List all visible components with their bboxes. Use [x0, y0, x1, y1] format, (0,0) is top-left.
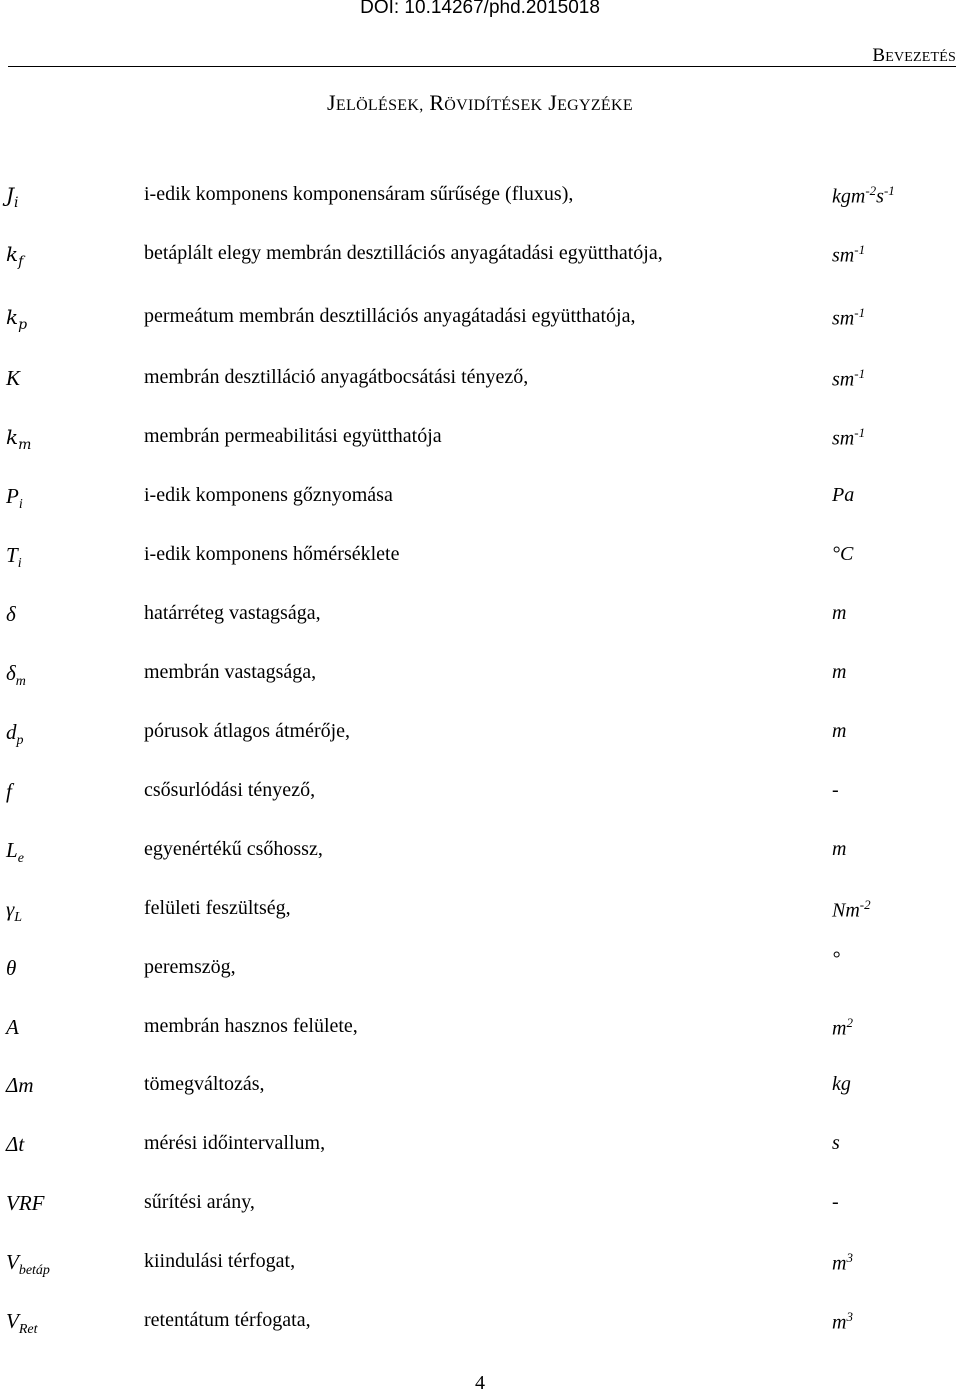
symbol: $J_i$ [6, 183, 19, 211]
description: pórusok átlagos átmérője, [144, 720, 351, 742]
symbol: K [6, 366, 21, 390]
symbol: $L_e$ [6, 838, 24, 867]
notation-row [0, 1309, 960, 1349]
notation-row [0, 602, 960, 642]
description: felületi feszültség, [144, 897, 291, 919]
doi-header: DOI: 10.14267/phd.2015018 [360, 0, 600, 18]
symbol: $V_{Ret}$ [6, 1309, 38, 1338]
unit: ° [832, 948, 840, 970]
description: csősurlódási tényező, [144, 779, 316, 801]
description: betáplált elegy membrán desztillációs anyagátadási együtthatója, [144, 242, 663, 264]
symbol: A [6, 1015, 19, 1039]
symbol: $\gamma_L$ [6, 897, 23, 926]
symbol: $T_i$ [6, 543, 22, 572]
description: sűrítési arány, [144, 1191, 255, 1213]
symbol: f [6, 779, 12, 803]
description: permeátum membrán desztillációs anyagátadási együtthatója, [144, 305, 636, 327]
description: membrán permeabilitási együtthatója [144, 425, 442, 447]
notation-row [0, 779, 960, 819]
description: membrán hasznos felülete, [144, 1015, 358, 1037]
symbol: Δm [6, 1073, 34, 1097]
notation-row [0, 1015, 960, 1055]
unit: s [832, 1132, 840, 1154]
unit: kg [832, 1073, 851, 1095]
symbol: VRF [6, 1191, 45, 1215]
unit: - [832, 1191, 839, 1213]
notation-row [0, 425, 960, 465]
description: membrán desztilláció anyagátbocsátási tényező, [144, 366, 529, 388]
symbol: $k_p$ [6, 305, 28, 333]
symbol: δ [6, 602, 16, 626]
unit: $sm^{-1}$ [832, 242, 866, 267]
notation-row [0, 484, 960, 524]
unit: $m^2$ [832, 1015, 853, 1040]
notation-row [0, 897, 960, 937]
description: i-edik komponens hőmérséklete [144, 543, 400, 565]
description: határréteg vastagsága, [144, 602, 321, 624]
symbol: Δt [6, 1132, 25, 1156]
notation-row [0, 366, 960, 406]
symbol: $d_p$ [6, 720, 24, 749]
unit: $sm^{-1}$ [832, 366, 866, 391]
notation-row [0, 720, 960, 760]
description: i-edik komponens komponensáram sűrűsége (fluxus), [144, 183, 574, 205]
unit: $m^3$ [832, 1250, 853, 1275]
symbol: θ [6, 956, 17, 980]
page-number: 4 [475, 1372, 485, 1394]
description: retentátum térfogata, [144, 1309, 311, 1331]
notation-row [0, 948, 960, 996]
notation-row [0, 305, 960, 345]
unit: m [832, 720, 847, 742]
description: tömegváltozás, [144, 1073, 265, 1095]
symbol: $k_m$ [6, 425, 32, 453]
notation-row [0, 838, 960, 878]
section-header: BEVEZETÉS [872, 45, 956, 66]
symbol: $V_{betáp}$ [6, 1250, 50, 1279]
unit: $sm^{-1}$ [832, 305, 866, 330]
description: membrán vastagsága, [144, 661, 317, 683]
unit: $Nm^{-2}$ [832, 897, 871, 922]
notation-row [0, 1132, 960, 1172]
symbol: $P_i$ [6, 484, 23, 513]
unit: m [832, 661, 847, 683]
symbol: $k_f$ [6, 242, 24, 270]
notation-row [0, 661, 960, 701]
page-title: JELÖLÉSEK, RÖVIDÍTÉSEK JEGYZÉKE [327, 90, 633, 115]
notation-row [0, 543, 960, 583]
notation-row [0, 1250, 960, 1290]
description: mérési időintervallum, [144, 1132, 326, 1154]
header-divider [8, 66, 956, 67]
unit: °C [832, 543, 854, 565]
unit: Pa [832, 484, 855, 506]
notation-row [0, 183, 960, 223]
description: peremszög, [144, 956, 236, 978]
unit: m [832, 838, 847, 860]
unit: m [832, 602, 847, 624]
unit: $kgm^{-2}s^{-1}$ [832, 183, 895, 208]
description: egyenértékű csőhossz, [144, 838, 323, 860]
notation-row [0, 1191, 960, 1231]
unit: $m^3$ [832, 1309, 853, 1334]
unit: $sm^{-1}$ [832, 425, 866, 450]
description: kiindulási térfogat, [144, 1250, 296, 1272]
unit: - [832, 779, 839, 801]
notation-row [0, 242, 960, 282]
notation-row [0, 1073, 960, 1113]
description: i-edik komponens gőznyomása [144, 484, 393, 506]
symbol: $\delta_m$ [6, 661, 26, 690]
